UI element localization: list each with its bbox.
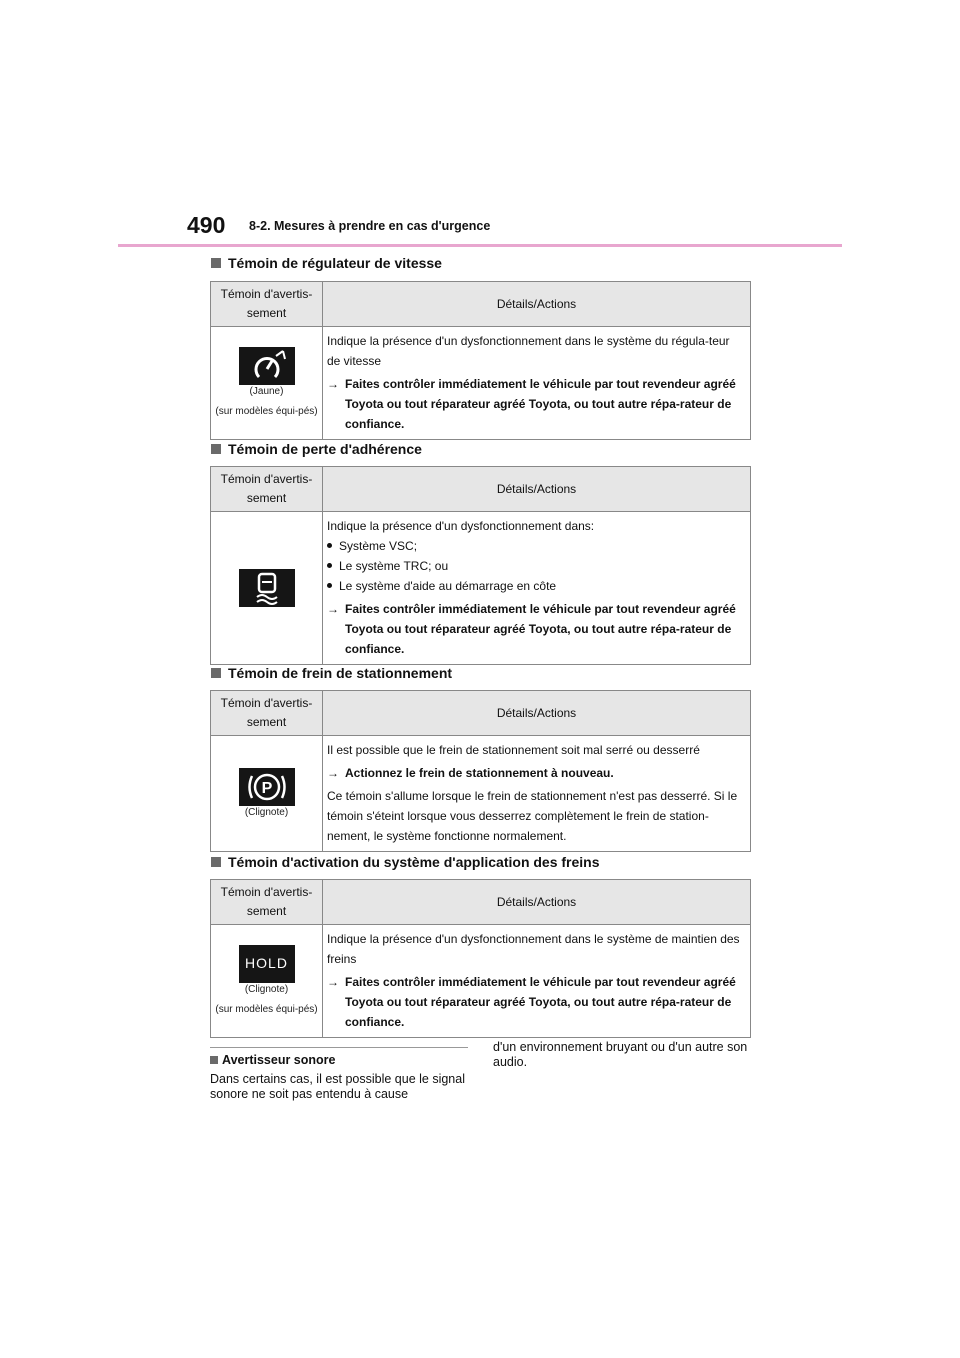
section-title-hold: Témoin d'activation du système d'application des freins: [211, 854, 600, 870]
square-bullet-icon: [211, 668, 221, 678]
col-header-light: Témoin d'avertis- sement: [211, 880, 323, 925]
col-header-details: Détails/Actions: [323, 691, 751, 736]
col-header-light: Témoin d'avertis- sement: [211, 467, 323, 512]
section-title-cruise: Témoin de régulateur de vitesse: [211, 255, 442, 271]
list-item: Système VSC;: [327, 536, 746, 556]
col-header-details: Détails/Actions: [323, 467, 751, 512]
svg-text:P: P: [261, 779, 272, 797]
square-bullet-icon: [211, 444, 221, 454]
slip-indicator-icon: [239, 569, 295, 607]
warning-table-parking: Témoin d'avertis- sement Détails/Actions P (Clignote) Il est possible que le frein de stationnement soit mal serré ou desserré → Actionnez le frein de stationnement à nouveau. Ce témoin s'allume lorsque le frein de stationnement n'est pas desserré. Si le témoin s'éteint lorsque vous desserrez complètement le frein de station-nement, le système fonctionne normalement.: [210, 690, 751, 852]
cruise-control-icon: [239, 347, 295, 385]
action-text: Faites contrôler immédiatement le véhicule par tout revendeur agréé Toyota ou tout réparateur agréé Toyota, ou tout autre répa-rateur de confiance.: [345, 377, 736, 431]
square-bullet-icon: [211, 258, 221, 268]
details-text: Il est possible que le frein de stationnement soit mal serré ou desserré: [327, 743, 700, 757]
arrow-icon: →: [327, 766, 339, 780]
col-header-light: Témoin d'avertis- sement: [211, 691, 323, 736]
section-title-parking: Témoin de frein de stationnement: [211, 665, 452, 681]
col-header-details: Détails/Actions: [323, 880, 751, 925]
arrow-icon: →: [327, 602, 339, 616]
list-item: Le système TRC; ou: [327, 556, 746, 576]
section-title-slip: Témoin de perte d'adhérence: [211, 441, 422, 457]
brake-hold-icon: HOLD: [239, 945, 295, 983]
note-title: Avertisseur sonore: [210, 1053, 335, 1067]
arrow-icon: →: [327, 975, 339, 989]
details-text: Indique la présence d'un dysfonctionnement dans le système de maintien des freins: [327, 932, 740, 966]
parking-brake-icon: [239, 768, 295, 806]
details-text: Indique la présence d'un dysfonctionnement dans le système du régula-teur de vitesse: [327, 334, 730, 368]
action-text: Faites contrôler immédiatement le véhicule par tout revendeur agréé Toyota ou tout réparateur agréé Toyota, ou tout autre répa-rateur de confiance.: [345, 602, 736, 656]
warning-table-hold: Témoin d'avertis- sement Détails/Actions HOLD (Clignote) (sur modèles équi-pés) Indique la présence d'un dysfonctionnement dans le système de maintien des freins → Faites contrôler immédiatement le véhicule par tout revendeur agréé Toyota ou tout réparateur agréé Toyota, ou tout autre répa-rateur de confiance.: [210, 879, 751, 1038]
list-item: Le système d'aide au démarrage en côte: [327, 576, 746, 596]
details-text: Indique la présence d'un dysfonctionnement dans:: [327, 519, 595, 533]
chapter-title: 8-2. Mesures à prendre en cas d'urgence: [249, 219, 491, 233]
page-number: 490: [187, 212, 226, 238]
action-text: Faites contrôler immédiatement le véhicule par tout revendeur agréé Toyota ou tout réparateur agréé Toyota, ou tout autre répa-rateur de confiance.: [345, 975, 736, 1029]
square-bullet-icon: [211, 857, 221, 867]
page-header: [0, 0, 960, 250]
arrow-icon: →: [327, 377, 339, 391]
note-rule: [210, 1047, 468, 1048]
warning-table-slip: [210, 466, 751, 665]
col-header-details: Détails/Actions: [323, 282, 751, 327]
note-text-left: Dans certains cas, il est possible que le signal sonore ne soit pas entendu à cause: [210, 1072, 465, 1101]
note-text-right: d'un environnement bruyant ou d'un autre son audio.: [493, 1040, 748, 1069]
col-header-light: Témoin d'avertis- sement: [211, 282, 323, 327]
square-bullet-icon: [210, 1056, 218, 1064]
details-text-2: Ce témoin s'allume lorsque le frein de stationnement n'est pas desserré. Si le témoin s'éteint lorsque vous desserrez complètement le frein de station-nement, le système fonctionne normalement.: [327, 789, 738, 843]
header-rule: [118, 244, 842, 247]
warning-table-cruise: Témoin d'avertis- sement Détails/Actions (Jaune) (sur modèles équi-pés) Indique la présence d'un dysfonctionnement dans le système du régula-teur de vitesse → Faites contrôler immédiatement le véhicule par tout revendeur agréé Toyota ou tout réparateur agréé Toyota, ou tout autre répa-rateur de confiance.: [210, 281, 751, 440]
action-text: Actionnez le frein de stationnement à nouveau.: [345, 766, 614, 780]
